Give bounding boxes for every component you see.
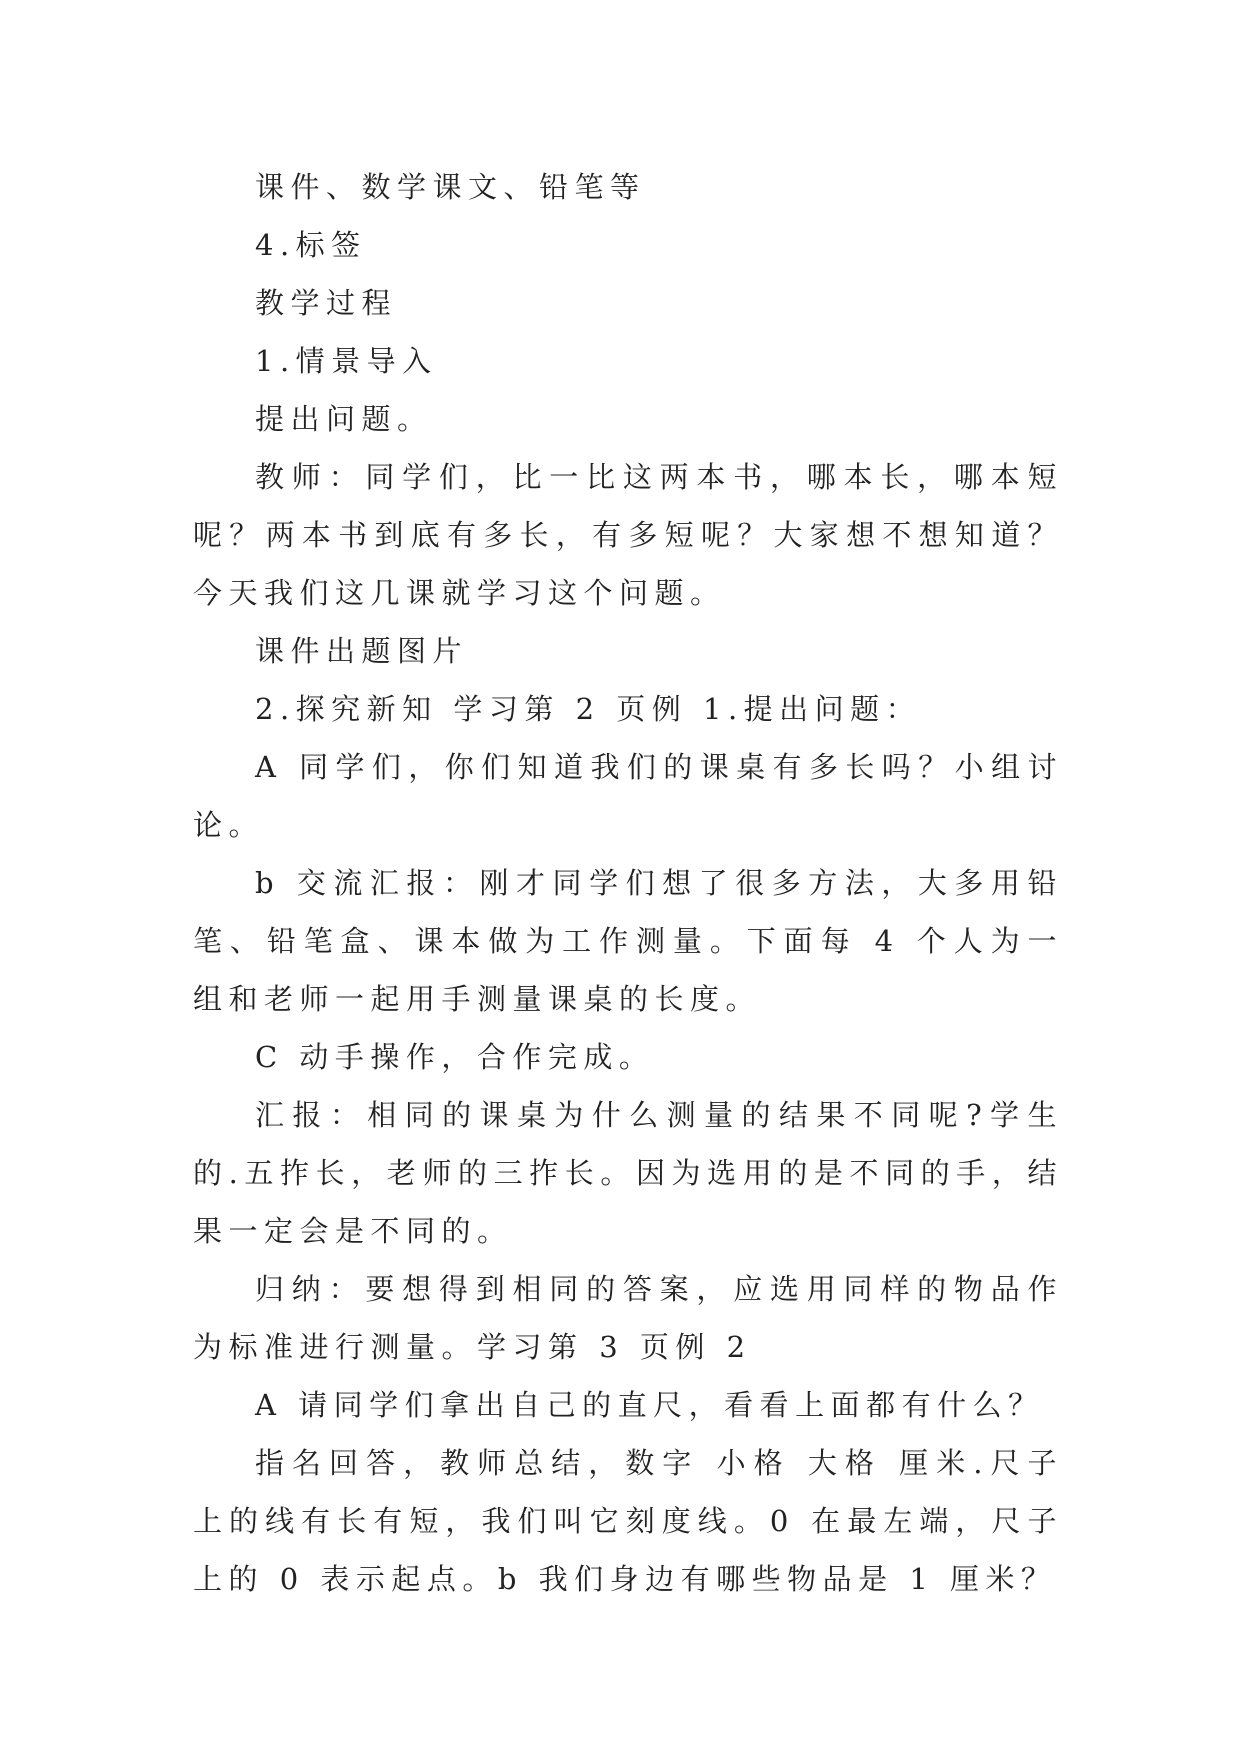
paragraph-process-heading: 教学过程 xyxy=(255,286,398,320)
paragraph-intro-heading: 1.情景导入 xyxy=(255,344,438,378)
paragraph-courseware-image: 课件出题图片 xyxy=(255,634,469,668)
paragraph-report-results: 汇报：相同的课桌为什么测量的结果不同呢?学生的.五拃长，老师的三拃长。因为选用的是不同的手，结果一定会是不同的。 xyxy=(193,1098,1063,1248)
paragraph-hands-on: C 动手操作，合作完成。 xyxy=(255,1040,655,1074)
paragraph-labels-heading: 4.标签 xyxy=(255,228,367,262)
paragraph-ask-question: 提出问题。 xyxy=(255,402,433,436)
paragraph-teacher-question: 教师：同学们，比一比这两本书，哪本长，哪本短呢？两本书到底有多长，有多短呢？大家想不想知道？今天我们这几课就学习这个问题。 xyxy=(193,460,1063,610)
document-body xyxy=(193,158,1063,1608)
paragraph-desk-length: A 同学们，你们知道我们的课桌有多长吗？小组讨论。 xyxy=(193,750,1063,842)
paragraph-materials: 课件、数学课文、铅笔等 xyxy=(255,170,646,204)
paragraph-exchange-report: b 交流汇报：刚才同学们想了很多方法，大多用铅笔、铅笔盒、课本做为工作测量。下面每 4 个人为一组和老师一起用手测量课桌的长度。 xyxy=(193,866,1063,1016)
paragraph-ruler-explanation: 指名回答，教师总结，数字 小格 大格 厘米.尺子上的线有长有短，我们叫它刻度线。0 在最左端，尺子上的 0 表示起点。b 我们身边有哪些物品是 1 厘米？ xyxy=(193,1446,1063,1596)
paragraph-summary: 归纳：要想得到相同的答案，应选用同样的物品作为标准进行测量。学习第 3 页例 2 xyxy=(193,1272,1063,1364)
paragraph-explore-heading: 2.探究新知 学习第 2 页例 1.提出问题： xyxy=(255,692,922,726)
paragraph-ruler-question: A 请同学们拿出自己的直尺，看看上面都有什么？ xyxy=(255,1388,1044,1422)
